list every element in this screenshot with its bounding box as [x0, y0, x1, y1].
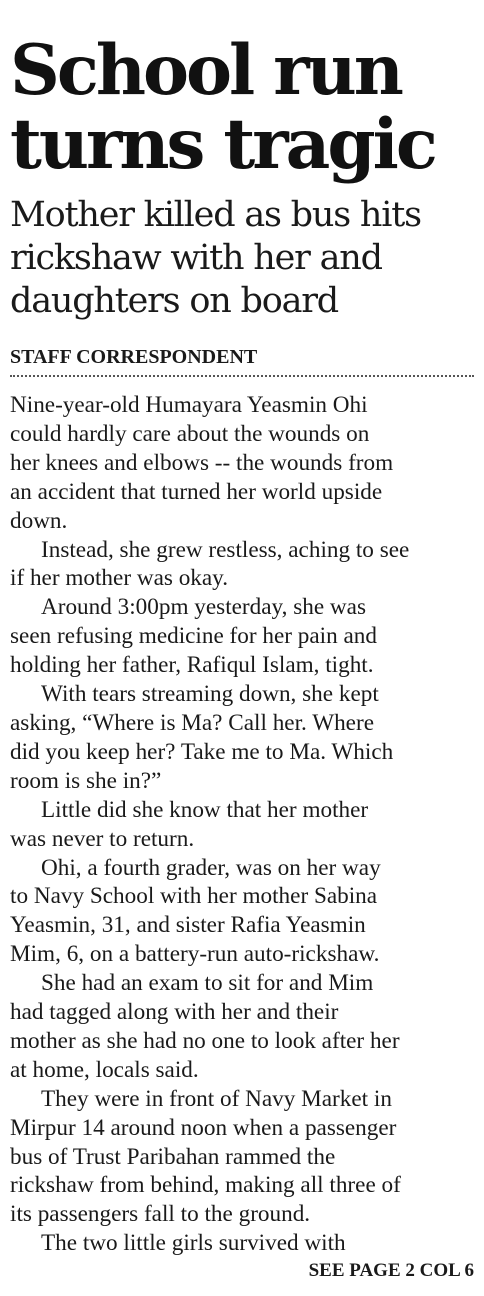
text-line: her knees and elbows -- the wounds from: [10, 449, 394, 476]
text-line: was never to return.: [10, 825, 195, 852]
text-line: at home, locals said.: [10, 1056, 199, 1083]
text-line: With tears streaming down, she kept: [41, 681, 379, 708]
text-line: asking, “Where is Ma? Call her. Where: [10, 709, 374, 736]
text-line: to Navy School with her mother Sabina: [10, 883, 378, 910]
text-line: They were in front of Navy Market in: [41, 1085, 392, 1112]
text-line: Nine-year-old Humayara Yeasmin Ohi: [10, 392, 368, 418]
headline-line: turns tragic: [10, 104, 435, 185]
text-line: Instead, she grew restless, aching to see: [41, 536, 410, 563]
text-line: had tagged along with her and their: [10, 999, 339, 1026]
text-line: rickshaw from behind, making all three of: [10, 1172, 401, 1199]
paragraph: [10, 1229, 476, 1258]
text-line: mother as she had no one to look after her: [10, 1027, 400, 1054]
text-line: its passengers fall to the ground.: [10, 1201, 311, 1228]
text-line: Around 3:00pm yesterday, she was: [41, 594, 366, 621]
text-line: Mim, 6, on a battery-run auto-rickshaw.: [10, 941, 380, 968]
text-line: an accident that turned her world upside: [10, 478, 383, 505]
paragraph: [10, 854, 476, 970]
text-line: She had an exam to sit for and Mim: [41, 970, 374, 997]
text-line: Little did she know that her mother: [41, 796, 369, 823]
text-line: room is she in?”: [10, 767, 162, 794]
text-line: The two little girls survived with: [41, 1230, 346, 1257]
paragraph: [10, 593, 476, 680]
subheadline-line: daughters on board: [10, 281, 338, 321]
dotted-divider: [10, 375, 474, 377]
text-line: bus of Trust Paribahan rammed the: [10, 1143, 336, 1170]
subheadline-line: Mother killed as bus hits: [10, 195, 421, 235]
headline: [10, 0, 476, 185]
text-line: could hardly care about the wounds on: [10, 420, 370, 447]
text-line: if her mother was okay.: [10, 565, 229, 592]
news-article: [10, 0, 476, 1258]
paragraph: [10, 1085, 476, 1230]
text-line: Yeasmin, 31, and sister Rafia Yeasmin: [10, 912, 366, 939]
paragraph: [10, 391, 476, 536]
article-body: [10, 391, 476, 1258]
paragraph: [10, 796, 476, 854]
paragraph: [10, 680, 476, 796]
paragraph: [10, 969, 476, 1085]
continuation-jump-line: SEE PAGE 2 COL 6: [308, 1260, 474, 1281]
text-line: Mirpur 14 around noon when a passenger: [10, 1114, 397, 1141]
text-line: seen refusing medicine for her pain and: [10, 623, 377, 650]
byline: STAFF CORRESPONDENT: [10, 346, 258, 368]
paragraph: [10, 536, 476, 594]
text-line: holding her father, Rafiqul Islam, tight.: [10, 652, 374, 679]
text-line: did you keep her? Take me to Ma. Which: [10, 738, 394, 765]
text-line: down.: [10, 507, 68, 534]
subheadline: [10, 194, 476, 323]
subheadline-line: rickshaw with her and: [10, 238, 382, 278]
headline-line: School run: [10, 30, 401, 111]
text-line: Ohi, a fourth grader, was on her way: [41, 854, 381, 881]
